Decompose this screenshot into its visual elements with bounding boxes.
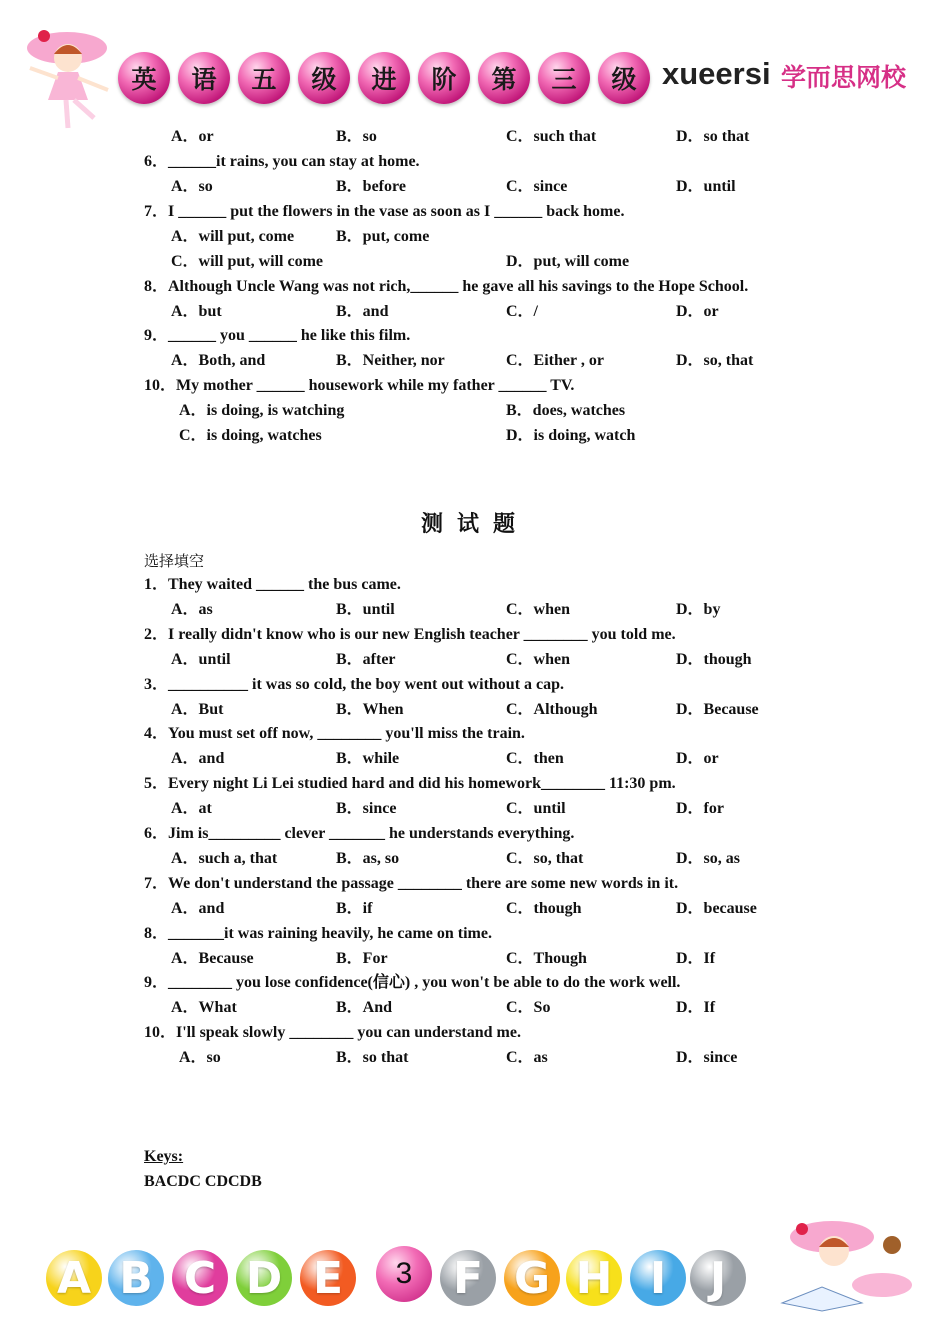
- option-c: C．as: [506, 1049, 548, 1066]
- section-subheading: 选择填空: [144, 552, 205, 570]
- option-c: C．until: [506, 800, 566, 817]
- option-d: D．by: [676, 601, 721, 618]
- option-b: B．Neither, nor: [336, 352, 445, 369]
- header-char-ball: 五: [238, 52, 290, 104]
- brand-logo-latin: xueersi: [662, 56, 771, 91]
- question-stem: 9．________ you lose confidence(信心) , you won't be able to do the work well.: [144, 974, 681, 991]
- option-c: C．then: [506, 750, 564, 767]
- question-stem: 6．Jim is_________ clever _______ he understands everything.: [144, 825, 575, 842]
- option-a: A．so: [179, 1049, 221, 1066]
- question-stem: 3．__________ it was so cold, the boy went out without a cap.: [144, 676, 565, 693]
- option-d: D．because: [676, 900, 757, 917]
- option-d: D．If: [676, 950, 716, 967]
- option-b: B．For: [336, 950, 388, 967]
- option-a: A．until: [171, 651, 231, 668]
- header-char-ball: 进: [358, 52, 410, 104]
- option-d: D．If: [676, 999, 716, 1016]
- page-header: [0, 0, 950, 120]
- option-a: A．but: [171, 303, 222, 320]
- option-d: D．or: [676, 750, 719, 767]
- option-a: A．What: [171, 999, 237, 1016]
- page-number: 3: [376, 1246, 432, 1302]
- option-d: D．since: [676, 1049, 738, 1066]
- option-b: B．if: [336, 900, 373, 917]
- option-c: C．Either , or: [506, 352, 604, 369]
- question-stem: 7．We don't understand the passage ________ there are some new words in it.: [144, 875, 679, 892]
- option-c: C．so, that: [506, 850, 584, 867]
- question-stem: 6．______it rains, you can stay at home.: [144, 153, 420, 170]
- option-c: C．is doing, watches: [179, 427, 322, 444]
- question-stem: 1．They waited ______ the bus came.: [144, 576, 401, 593]
- footer-letter: B: [108, 1250, 164, 1306]
- option-b: B．put, come: [336, 228, 430, 245]
- section-title: 测试题: [420, 512, 529, 537]
- option-a: A．Because: [171, 950, 254, 967]
- option-c: C．Although: [506, 701, 598, 718]
- option-c: C．though: [506, 900, 582, 917]
- option-b: B．does, watches: [506, 402, 626, 419]
- question-stem: 10．My mother ______ housework while my father ______ TV.: [144, 377, 575, 394]
- header-char-ball: 三: [538, 52, 590, 104]
- option-a: A．and: [171, 900, 225, 917]
- header-char-ball: 级: [598, 52, 650, 104]
- option-c: C．when: [506, 651, 571, 668]
- option-a: A．will put, come: [171, 228, 295, 245]
- option-b: B．after: [336, 651, 396, 668]
- option-c: C．Though: [506, 950, 587, 967]
- footer-letter: C: [172, 1250, 228, 1306]
- footer-letter: F: [440, 1250, 496, 1306]
- brand-logo-chinese: 学而思网校: [781, 63, 907, 92]
- option-a: A．But: [171, 701, 224, 718]
- question-stem: 7．I ______ put the flowers in the vase as soon as I ______ back home.: [144, 203, 625, 220]
- option-d: D．so, as: [676, 850, 741, 867]
- option-d: D．or: [676, 303, 719, 320]
- option-c: C．when: [506, 601, 571, 618]
- answer-keys-label: Keys:: [144, 1148, 184, 1165]
- option-b: B．When: [336, 701, 404, 718]
- header-char-ball: 语: [178, 52, 230, 104]
- option-b: B．since: [336, 800, 397, 817]
- option-c: C．So: [506, 999, 551, 1016]
- option-a: A．so: [171, 178, 213, 195]
- option-c: C．such that: [506, 128, 597, 145]
- option-a: A．as: [171, 601, 213, 618]
- option-b: B．And: [336, 999, 393, 1016]
- option-d: D．put, will come: [506, 253, 630, 270]
- footer-letter: D: [236, 1250, 292, 1306]
- option-b: B．before: [336, 178, 406, 195]
- question-stem: 8．Although Uncle Wang was not rich,______ he gave all his savings to the Hope School.: [144, 278, 749, 295]
- option-a: A．is doing, is watching: [179, 402, 345, 419]
- option-b: B．while: [336, 750, 400, 767]
- header-char-ball: 级: [298, 52, 350, 104]
- option-d: D．so, that: [676, 352, 754, 369]
- option-a: A．and: [171, 750, 225, 767]
- option-b: B．and: [336, 303, 389, 320]
- option-b: B．until: [336, 601, 395, 618]
- option-b: B．as, so: [336, 850, 400, 867]
- footer-letter: G: [504, 1250, 560, 1306]
- option-b: B．so that: [336, 1049, 409, 1066]
- option-d: D．though: [676, 651, 752, 668]
- question-stem: 9．______ you ______ he like this film.: [144, 327, 411, 344]
- question-stem: 2．I really didn't know who is our new English teacher ________ you told me.: [144, 626, 676, 643]
- option-a: A．at: [171, 800, 212, 817]
- option-c: C．since: [506, 178, 568, 195]
- option-d: D．for: [676, 800, 724, 817]
- header-char-ball: 阶: [418, 52, 470, 104]
- header-char-ball: 第: [478, 52, 530, 104]
- option-d: D．so that: [676, 128, 750, 145]
- question-stem: 10．I'll speak slowly ________ you can understand me.: [144, 1024, 521, 1041]
- option-d: D．until: [676, 178, 736, 195]
- footer-letter: J: [690, 1250, 746, 1306]
- option-c: C．/: [506, 303, 539, 320]
- reading-girl-illustration: [772, 1215, 922, 1315]
- footer-letter: I: [630, 1250, 686, 1306]
- footer-letter: H: [566, 1250, 622, 1306]
- question-stem: 4．You must set off now, ________ you'll miss the train.: [144, 725, 525, 742]
- strawberry-girl-illustration: [22, 18, 122, 136]
- option-d: D．is doing, watch: [506, 427, 636, 444]
- answer-keys-value: BACDC CDCDB: [144, 1173, 262, 1190]
- option-c: C．will put, will come: [171, 253, 323, 270]
- option-a: A．such a, that: [171, 850, 278, 867]
- option-b: B．so: [336, 128, 377, 145]
- footer-letter: A: [46, 1250, 102, 1306]
- question-stem: 5．Every night Li Lei studied hard and did his homework________ 11:30 pm.: [144, 775, 676, 792]
- question-stem: 8．_______it was raining heavily, he came on time.: [144, 925, 492, 942]
- option-d: D．Because: [676, 701, 759, 718]
- header-char-ball: 英: [118, 52, 170, 104]
- footer-letter: E: [300, 1250, 356, 1306]
- option-a: A．Both, and: [171, 352, 266, 369]
- option-a: A．or: [171, 128, 214, 145]
